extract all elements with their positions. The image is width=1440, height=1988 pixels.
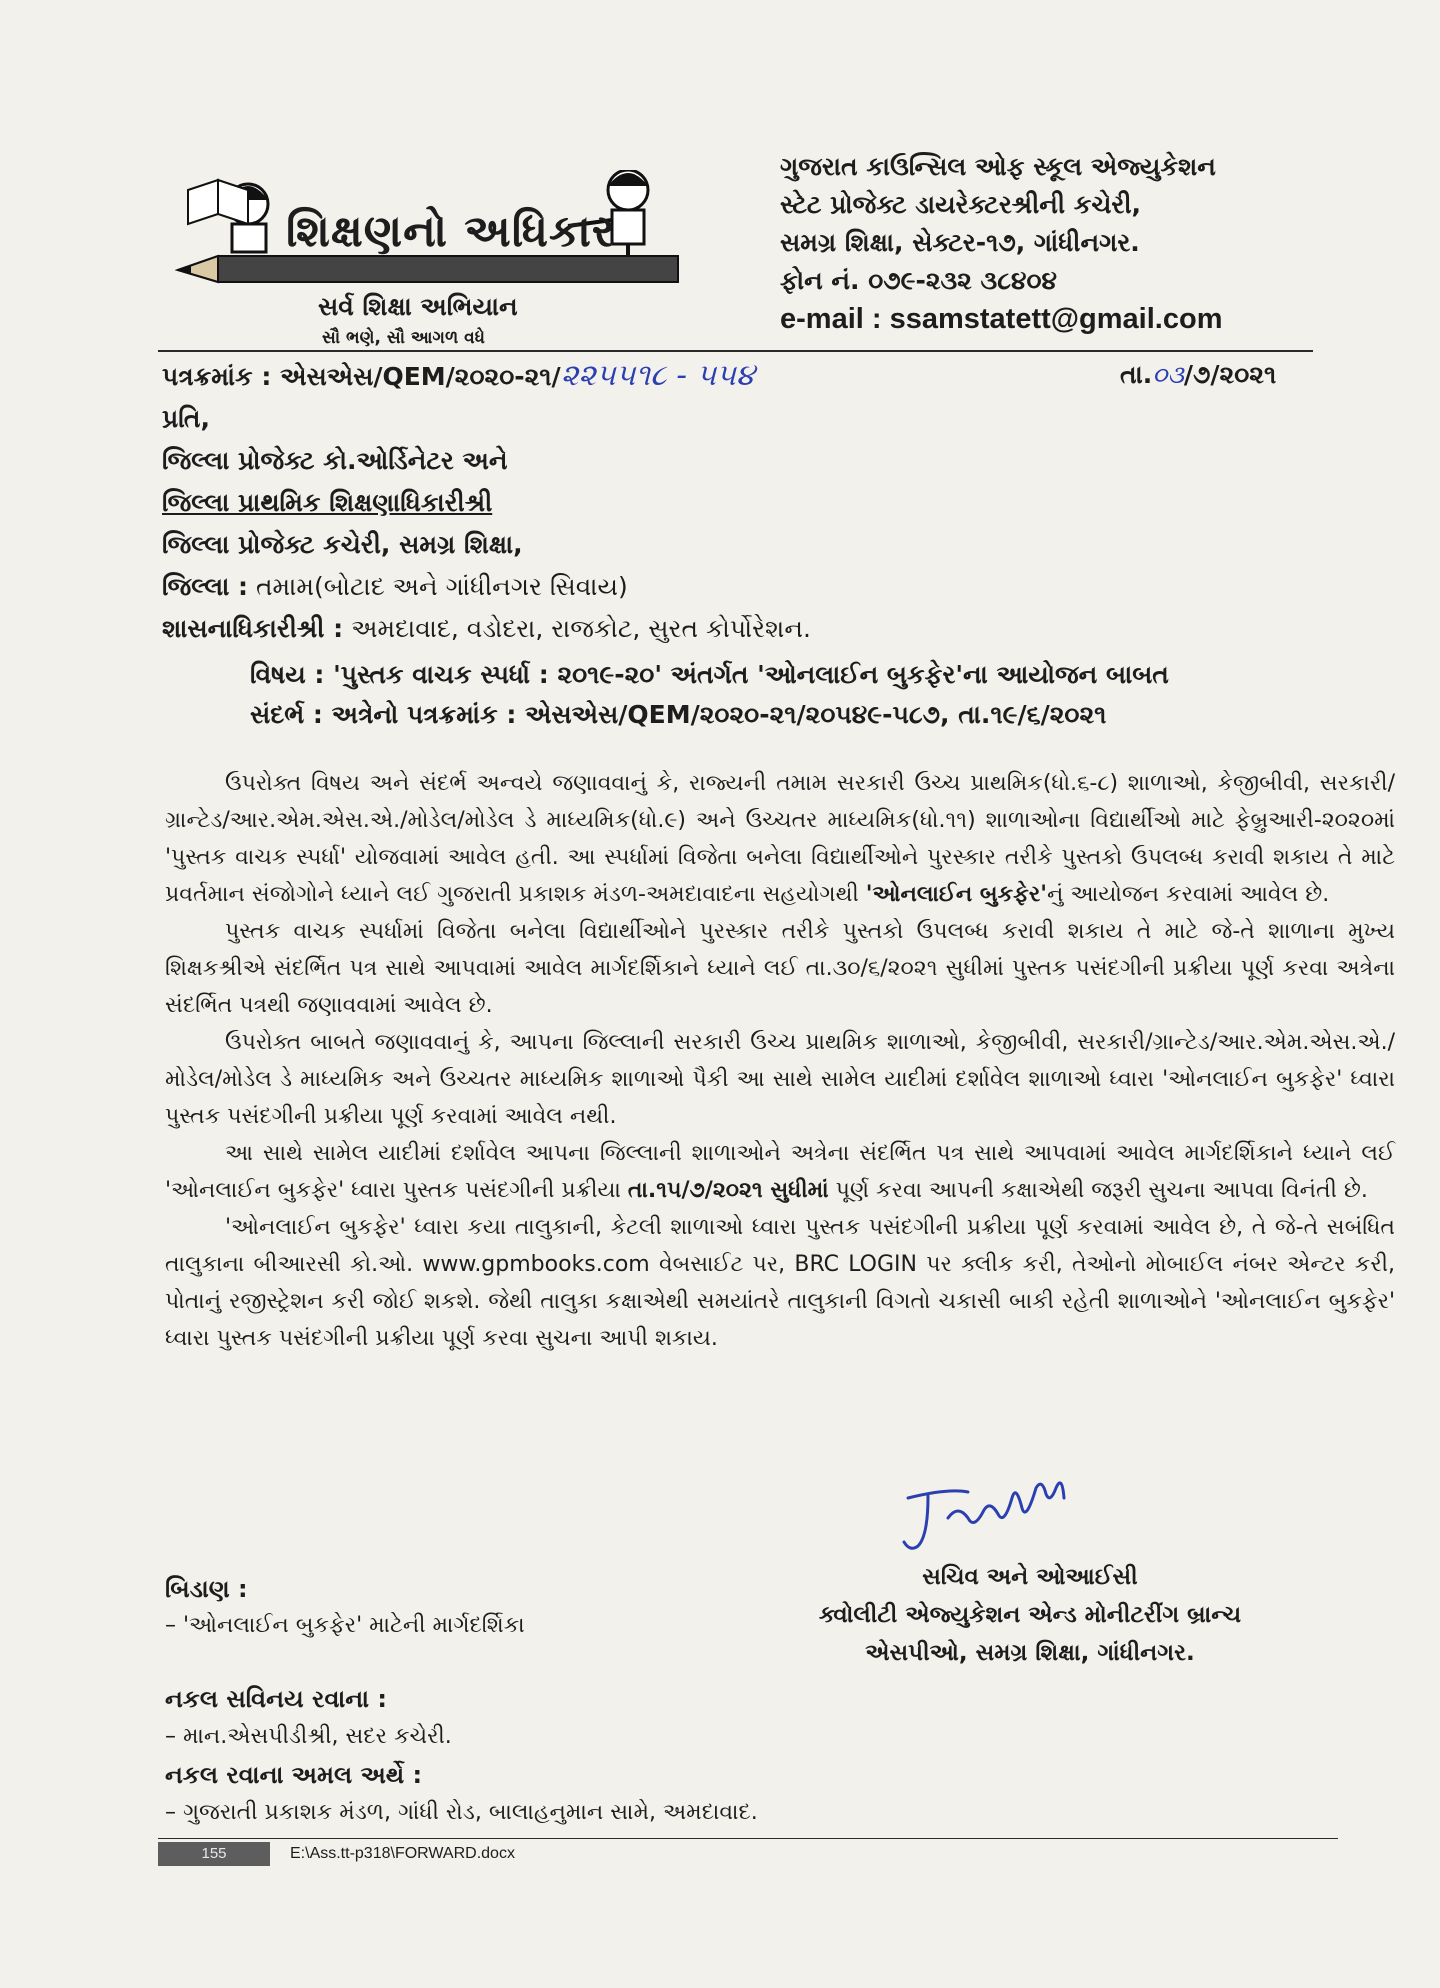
date-prefix: તા.	[1120, 360, 1153, 389]
reference-line: સંદર્ભ : અત્રેનો પત્રક્રમાંક : એસએસ/QEM/૨૦૨૦-૨૧/૨૦૫૪૯-૫૮૭, તા.૧૯/૬/૨૦૨૧	[250, 700, 1107, 729]
address-line-5	[162, 608, 811, 650]
enclosure-item: – 'ઓનલાઈન બુકફેર' માટેની માર્ગદર્શિકા	[165, 1613, 525, 1638]
handwritten-number: ૨૨૫૫૧૮ - ૫૫૪	[560, 358, 755, 393]
paragraph-4-bold: તા.૧૫/૭/૨૦૨૧ સુધીમાં	[627, 1178, 829, 1203]
logo	[158, 170, 698, 348]
logo-subtitle: સર્વ શિક્ષા અભિયાન	[318, 292, 518, 321]
district-value: તમામ(બોટાદ અને ગાંધીનગર સિવાય)	[248, 572, 628, 601]
enclosure-block	[165, 1570, 525, 1644]
footer-divider	[158, 1838, 1338, 1839]
logo-title: શિક્ષણનો અધિકાર	[286, 206, 616, 257]
corporation-value: અમદાવાદ, વડોદરા, રાજકોટ, સુરત કોર્પોરેશન.	[343, 614, 811, 643]
paragraph-1-end: નું આયોજન કરવામાં આવેલ છે.	[1046, 882, 1330, 907]
reference-number	[162, 358, 754, 393]
signatory-office: એસપીઓ, સમગ્ર શિક્ષા, ગાંધીનગર.	[865, 1640, 1195, 1666]
paragraph-4-end: પૂર્ણ કરવા આપની કક્ષાએથી જરૂરી સુચના આપવા વિનંતી છે.	[828, 1178, 1368, 1203]
address-line-3: જિલ્લા પ્રોજેક્ટ કચેરી, સમગ્ર શિક્ષા,	[162, 530, 523, 559]
district-label: જિલ્લા :	[162, 572, 249, 601]
copy-block	[165, 1680, 758, 1832]
subject-block	[250, 655, 1169, 735]
logo-tagline: સૌ ભણે, સૌ આગળ વધે	[322, 328, 485, 348]
copy-action-item: – ગુજરાતી પ્રકાશક મંડળ, ગાંધી રોડ, બાલાહનુમાન સામે, અમદાવાદ.	[165, 1800, 758, 1825]
recipient-address	[162, 398, 811, 650]
office-line-2: સ્ટેટ પ્રોજેક્ટ ડાયરેક્ટરશ્રીની કચેરી,	[780, 190, 1142, 219]
paragraph-1-bold: 'ઓનલાઈન બુકફેર'	[865, 882, 1047, 907]
paragraph-1-text: ઉપરોક્ત વિષય અને સંદર્ભ અન્વયે જણાવવાનું કે, રાજ્યની તમામ સરકારી ઉચ્ચ પ્રાથમિક(ધો.૬-૮) શાળાઓ, કેજીબીવી, સરકારી/ગ્રાન્ટેડ/આર.એમ.એસ.એ./મોડેલ/મોડેલ ડે માધ્યમિક(ધો.૯) અને ઉચ્ચતર માધ્યમિક(ધો.૧૧) શાળાઓના વિદ્યાર્થીઓ માટે ફેબ્રુઆરી-૨૦૨૦માં 'પુસ્તક વાચક સ્પર્ધા' યોજવામાં આવેલ હતી. આ સ્પર્ધામાં વિજેતા બનેલા વિદ્યાર્થીઓને પુરસ્કાર તરીકે પુસ્તકો ઉપલબ્ધ કરાવી શકાય તે માટે પ્રવર્તમાન સંજોગોને ધ્યાને લઈ ગુજરાતી પ્રકાશક મંડળ-અમદાવાદના સહયોગથી	[165, 771, 1395, 907]
date-day: ૦૩	[1152, 360, 1184, 389]
enclosure-label: બિડાણ :	[165, 1575, 248, 1603]
reference-label: પત્રક્રમાંક : એસએસ/QEM/૨૦૨૦-૨૧/	[162, 362, 561, 391]
signatory-title: સચિવ અને ઓઆઈસી	[922, 1564, 1138, 1590]
paragraph-1	[165, 765, 1395, 913]
paragraph-5: 'ઓનલાઈન બુકફેર' ધ્વારા કયા તાલુકાની, કેટલી શાળાઓ ધ્વારા પુસ્તક પસંદગીની પ્રક્રીયા પૂર્ણ કરવામાં આવેલ છે, તે જે-તે સબંધિત તાલુકાના બીઆરસી કો.ઓ. www.gpmbooks.com વેબસાઈટ પર, BRC LOGIN પર ક્લીક કરી, તેઓનો મોબાઈલ નંબર એન્ટર કરી, પોતાનું રજીસ્ટ્રેશન કરી જોઈ શકશે. જેથી તાલુકા કક્ષાએથી સમયાંતરે તાલુકાની વિગતો ચકાસી બાકી રહેતી શાળાઓને 'ઓનલાઈન બુકફેર' ધ્વારા પુસ્તક પસંદગીની પ્રક્રીયા પૂર્ણ કરવા સુચના આપી શકાય.	[165, 1215, 1395, 1351]
header-divider	[158, 350, 1313, 352]
corporation-label: શાસનાધિકારીશ્રી :	[162, 614, 344, 643]
copy-respectful-item: – માન.એસપીડીશ્રી, સદર કચેરી.	[165, 1724, 452, 1749]
office-address	[780, 148, 1222, 338]
page-number: 155	[158, 1842, 270, 1866]
office-phone: ફોન નં. ૦૭૯-૨૩૨ ૩૮૪૦૪	[780, 266, 1058, 295]
signatory-branch: ક્વોલીટી એજ્યુકેશન એન્ડ મોનીટરીંગ બ્રાન્ચ	[818, 1602, 1242, 1628]
address-line-2: જિલ્લા પ્રાથમિક શિક્ષણાધિકારીશ્રી	[162, 488, 493, 517]
address-line-1: જિલ્લા પ્રોજેક્ટ કો.ઓર્ડિનેટર અને	[162, 446, 508, 475]
copy-respectful-label: નકલ સવિનય રવાના :	[165, 1685, 387, 1713]
paragraph-4	[165, 1135, 1395, 1209]
letter-body	[165, 765, 1395, 1357]
copy-action-label: નકલ રવાના અમલ અર્થે :	[165, 1761, 423, 1789]
file-path: E:\Ass.tt-p318\FORWARD.docx	[290, 1845, 515, 1862]
date-rest: /૭/૨૦૨૧	[1183, 360, 1277, 389]
letter-date	[1120, 360, 1276, 390]
address-prati: પ્રતિ,	[162, 404, 210, 433]
handwritten-signature	[898, 1478, 1098, 1558]
address-line-4	[162, 566, 811, 608]
paragraph-4-text: આ સાથે સામેલ યાદીમાં દર્શાવેલ આપના જિલ્લાની શાળાઓને અત્રેના સંદર્ભિત પત્ર સાથે આપવામાં આવેલ માર્ગદર્શિકાને ધ્યાને લઈ 'ઓનલાઈન બુકફેર' ધ્વારા પુસ્તક પસંદગીની પ્રક્રીયા	[165, 1141, 1395, 1203]
paragraph-3: ઉપરોક્ત બાબતે જણાવવાનું કે, આપના જિલ્લાની સરકારી ઉચ્ચ પ્રાથમિક શાળાઓ, કેજીબીવી, સરકારી/ગ્રાન્ટેડ/આર.એમ.એસ.એ./મોડેલ/મોડેલ ડે માધ્યમિક અને ઉચ્ચતર માધ્યમિક શાળાઓ પૈકી આ સાથે સામેલ યાદીમાં દર્શાવેલ શાળાઓ ધ્વારા 'ઓનલાઈન બુકફેર' ધ્વારા પુસ્તક પસંદગીની પ્રક્રીયા પૂર્ણ કરવામાં આવેલ નથી.	[165, 1030, 1395, 1129]
office-line-1: ગુજરાત કાઉન્સિલ ઓફ સ્કૂલ એજ્યુકેશન	[780, 152, 1216, 181]
signature-block	[780, 1558, 1280, 1672]
subject-line: વિષય : 'પુસ્તક વાચક સ્પર્ધા : ૨૦૧૯-૨૦' અંતર્ગત 'ઓનલાઈન બુકફેર'ના આયોજન બાબત	[250, 660, 1169, 689]
office-line-3: સમગ્ર શિક્ષા, સેક્ટર-૧૭, ગાંધીનગર.	[780, 228, 1140, 257]
office-email: e-mail : ssamstatett@gmail.com	[780, 303, 1223, 335]
paragraph-2: પુસ્તક વાચક સ્પર્ધામાં વિજેતા બનેલા વિદ્યાર્થીઓને પુરસ્કાર તરીકે પુસ્તકો ઉપલબ્ધ કરાવી શકાય તે માટે જે-તે શાળાના મુખ્ય શિક્ષકશ્રીએ સંદર્ભિત પત્ર સાથે આપવામાં આવેલ માર્ગદર્શિકાને ધ્યાને લઈ તા.૩૦/૬/૨૦૨૧ સુધીમાં પુસ્તક પસંદગીની પ્રક્રીયા પૂર્ણ કરવા અત્રેના સંદર્ભિત પત્રથી જણાવવામાં આવેલ છે.	[165, 919, 1395, 1018]
